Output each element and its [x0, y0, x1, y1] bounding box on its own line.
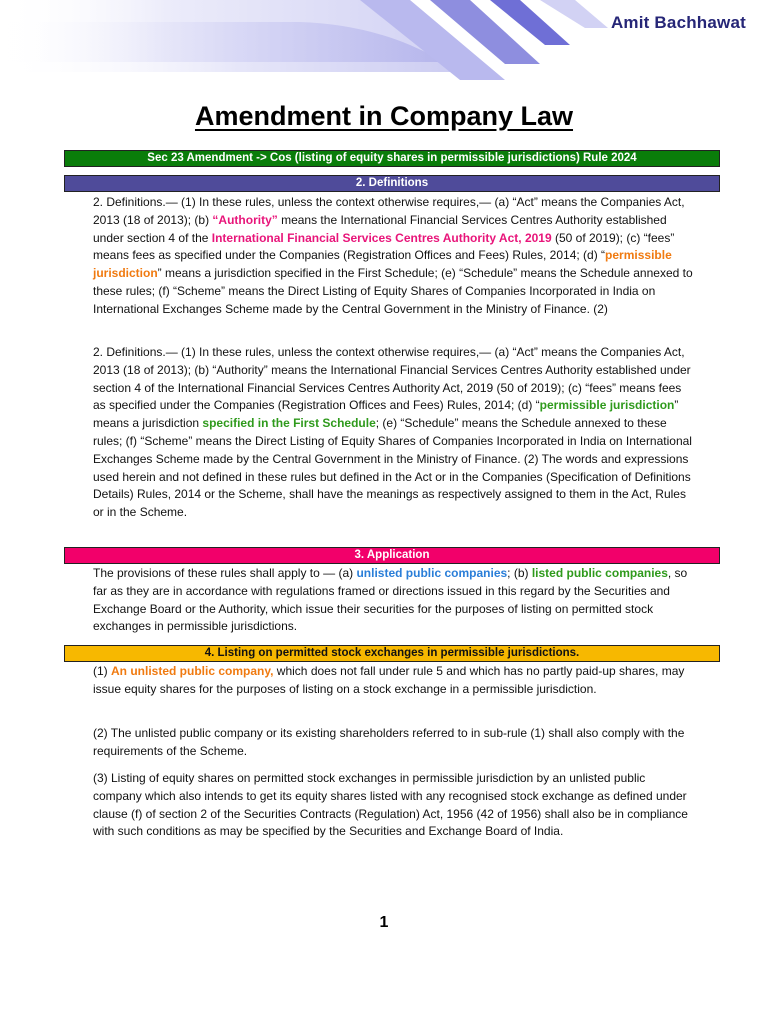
rule-banner: Sec 23 Amendment -> Cos (listing of equity shares in permissible jurisdictions) Rule 2024 [64, 150, 720, 167]
definitions-paragraph-1: 2. Definitions.— (1) In these rules, unless the context otherwise requires,— (a) “Act” means the Companies Act, 2013 (18 of 2013); (b) “Authority” means the International Financial Services Centres Authority established under section 4 of the International Financial Services Centres Authority Act, 2019 (50 of 2019); (c) “fees” means fees as specified under the Companies (Registration Offices and Fees) Rules, 2014; (d) “permissible jurisdiction” means a jurisdiction specified in the First Schedule; (e) “Schedule” means the Schedule annexed to these rules; (f) “Scheme” means the Direct Listing of Equity Shares of Companies Incorporated in India on International Exchanges Scheme made by the Central Government in the Ministry of Finance. (2) [93, 195, 693, 316]
section-heading-application: 3. Application [64, 547, 720, 564]
listing-paragraph-2: (2) The unlisted public company or its existing shareholders referred to in sub-rule (1) shall also comply with the requirements of the Scheme. [93, 726, 685, 758]
highlight-permissible-jurisdiction: permissible jurisdiction [93, 248, 672, 281]
listing-paragraph-1: (1) An unlisted public company, which does not fall under rule 5 and which has no partly paid-up shares, may issue equity shares for the purposes of listing on a stock exchange in a permissible jurisdiction. [93, 664, 685, 696]
swoosh-stripe-4 [540, 0, 608, 28]
section-heading-definitions: 2. Definitions [64, 175, 720, 192]
highlight-listed-public-companies: listed public companies [531, 566, 668, 580]
highlight-unlisted-public-company: An unlisted public company, [111, 664, 274, 678]
highlight-ifsc-act: International Financial Services Centres Authority Act, 2019 [211, 230, 552, 245]
author-name: Amit Bachhawat [610, 13, 746, 32]
highlight-first-schedule: specified in the First Schedule [202, 416, 376, 431]
highlight-permissible-jurisdiction-2: permissible jurisdiction [539, 398, 675, 413]
definitions-paragraph-2: 2. Definitions.— (1) In these rules, unless the context otherwise requires,— (a) “Act” means the Companies Act, 2013 (18 of 2013); (b) “Authority” means the International Financial Services Centres Authority established under section 4 of the International Financial Services Centres Authority Act, 2019 (50 of 2019); (c) “fees” means fees as specified under the Companies (Registration Offices and Fees) Rules, 2014; (d) “permissible jurisdiction” means a jurisdiction specified in the First Schedule; (e) “Schedule” means the Schedule annexed to these rules; (f) “Scheme” means the Direct Listing of Equity Shares of Companies Incorporated in India on International Exchanges Scheme made by the Central Government in the Ministry of Finance. (2) The words and expressions used herein and not defined in these rules but defined in the Act or in the Companies (Specification of Definitions Details) Rules, 2014 or the Scheme, shall have the meanings as respectively assigned to them in the Act, Rules or in the Scheme. [93, 345, 692, 520]
page-title: Amendment in Company Law [194, 101, 574, 131]
highlight-unlisted-public-companies: unlisted public companies [356, 566, 508, 580]
section-heading-listing: 4. Listing on permitted stock exchanges in permissible jurisdictions. [64, 645, 720, 662]
application-paragraph: The provisions of these rules shall apply to — (a) unlisted public companies; (b) listed public companies, so far as they are in accordance with regulations framed or directions issued in this regard by the Securities and Exchange Board or the Authority, which issue their securities for the purposes of listing on permitted stock exchanges in permissible jurisdictions. [93, 566, 688, 634]
highlight-authority: “Authority” [212, 212, 278, 227]
listing-paragraph-3: (3) Listing of equity shares on permitted stock exchanges in permissible jurisdiction by an unlisted public company which also intends to get its equity shares listed with any recognised stock exchange as defined under clause (f) of section 2 of the Securities Contracts (Regulation) Act, 1956 (42 of 1956) shall also be in compliance with such conditions as may be specified by the Securities and Exchange Board of India. [93, 771, 688, 839]
page-number: 1 [379, 914, 389, 931]
